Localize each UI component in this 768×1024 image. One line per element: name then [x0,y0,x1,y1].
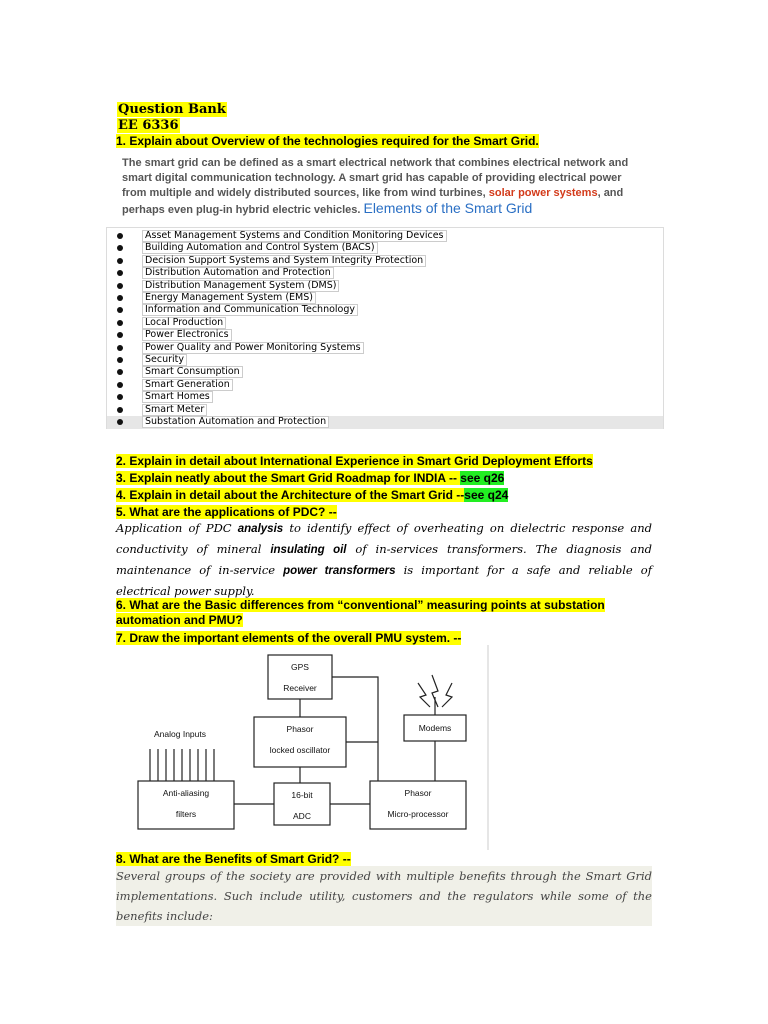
question-6-text: 6. What are the Basic differences from “conventional” measuring points at substation automation and PMU? [116,598,605,627]
question-2-text: 2. Explain in detail about International Experience in Smart Grid Deployment Efforts [116,454,593,468]
element-list-item [107,317,663,330]
element-label: Information and Communication Technology [142,304,358,316]
answer5-bold-3: power transformers [283,565,396,577]
question-3-text: 3. Explain neatly about the Smart Grid Roadmap for INDIA -- [116,471,461,485]
gps-label-2: Receiver [283,683,317,693]
elements-heading: Elements of the Smart Grid [363,200,533,216]
element-label: Power Quality and Power Monitoring Systems [142,342,364,354]
element-label: Energy Management System (EMS) [142,292,316,304]
bullet-icon [117,320,123,326]
question-3 [116,471,504,486]
element-list-item [107,391,663,404]
bullet-icon [117,345,123,351]
microprocessor-label-1: Phasor [404,788,432,798]
elements-list [106,227,664,429]
gps-to-processor-line [332,677,378,781]
element-label: Security [142,354,187,366]
intro-text-2: , and perhaps even plug-in hybrid electric vehicles. [122,187,624,216]
element-list-item [107,242,663,255]
element-list-item [107,230,663,243]
gps-label-1: GPS [291,662,309,672]
element-label: Distribution Management System (DMS) [142,280,339,292]
benefits-answer: Several groups of the society are provided with multiple benefits through the Smart Grid implementations. Such include utility, customers and the regulators while some of the benefits include: [116,866,652,926]
course-code: EE 6336 [118,118,179,133]
element-list-item [107,366,663,379]
bullet-icon [117,258,123,264]
adc-label-1: 16-bit [291,790,313,800]
element-label: Decision Support Systems and System Integrity Protection [142,255,426,267]
bullet-icon [117,394,123,400]
element-list-item [107,404,663,417]
answer5-text-2: to identify effect of overheating on dielectric response and conductivity of mineral [116,521,652,556]
bullet-icon [117,245,123,251]
question-5-text: 5. What are the applications of PDC? -- [116,505,337,519]
question-4-ref: see q24 [464,488,509,502]
question-8 [116,852,351,867]
question-4-text: 4. Explain in detail about the Architecture of the Smart Grid -- [116,488,465,502]
bullet-icon [117,295,123,301]
element-label: Building Automation and Control System (BACS) [142,242,378,254]
element-list-item [107,342,663,355]
bullet-icon [117,369,123,375]
element-label: Asset Management Systems and Condition Monitoring Devices [142,230,447,242]
bullet-icon [117,270,123,276]
bullet-icon [117,382,123,388]
oscillator-label-2: locked oscillator [269,745,331,755]
question-3-ref: see q26 [460,471,505,485]
oscillator-label-1: Phasor [286,724,314,734]
answer5-text-1: Application of PDC [116,521,238,535]
element-label: Distribution Automation and Protection [142,267,334,279]
element-label: Power Electronics [142,329,232,341]
element-list-item [107,416,663,429]
question-2 [116,454,593,469]
element-list-item [107,267,663,280]
element-list-item [107,379,663,392]
adc-label-2: ADC [293,811,311,821]
analog-inputs-label: Analog Inputs [154,729,206,739]
smart-grid-definition [122,156,642,218]
element-list-item [107,292,663,305]
element-list-item [107,354,663,367]
element-label: Smart Meter [142,404,207,416]
question-7-text: 7. Draw the important elements of the overall PMU system. -- [116,631,462,645]
document-title: Question Bank [118,102,226,117]
question-8-text: 8. What are the Benefits of Smart Grid? -- [116,852,351,866]
element-label: Smart Generation [142,379,233,391]
lightning-bolt-3 [442,683,452,707]
question-6 [116,598,656,628]
element-label: Local Production [142,317,226,329]
element-label: Smart Consumption [142,366,243,378]
bullet-icon [117,357,123,363]
bullet-icon [117,307,123,313]
answer5-bold-2: insulating oil [270,544,347,556]
element-list-item [107,255,663,268]
element-list-item [107,280,663,293]
answer5-bold-1: analysis [237,523,284,535]
intro-red-text: solar power systems [488,187,598,199]
element-list-item [107,329,663,342]
question-1 [116,134,539,149]
question-4 [116,488,508,503]
answer5-text-3: of in-services transformers. The diagnosis and maintenance of in-service [116,542,652,577]
pdc-applications-answer [116,518,652,601]
anti-aliasing-label-1: Anti-aliasing [162,788,210,798]
microprocessor-label-2: Micro-processor [387,809,449,819]
bullet-icon [117,233,123,239]
pmu-block-diagram [120,645,500,850]
modems-label: Modems [418,723,452,733]
bullet-icon [117,419,123,425]
anti-aliasing-label-2: filters [175,809,197,819]
question-1-text: 1. Explain about Overview of the technologies required for the Smart Grid. [116,134,539,148]
element-label: Substation Automation and Protection [142,416,329,428]
element-list-item [107,304,663,317]
question-7 [116,631,461,646]
answer5-text-4: is important for a safe and reliable of electrical power supply. [116,563,652,598]
element-label: Smart Homes [142,391,213,403]
bullet-icon [117,407,123,413]
lightning-bolt-1 [418,683,430,707]
bullet-icon [117,332,123,338]
intro-text-1: The smart grid can be defined as a smart electrical network that combines electrical network and smart digital communication technology. A smart grid has capable of providing electrical power from multiple and widely distributed sources, like from wind turbines, [122,157,629,199]
bullet-icon [117,283,123,289]
